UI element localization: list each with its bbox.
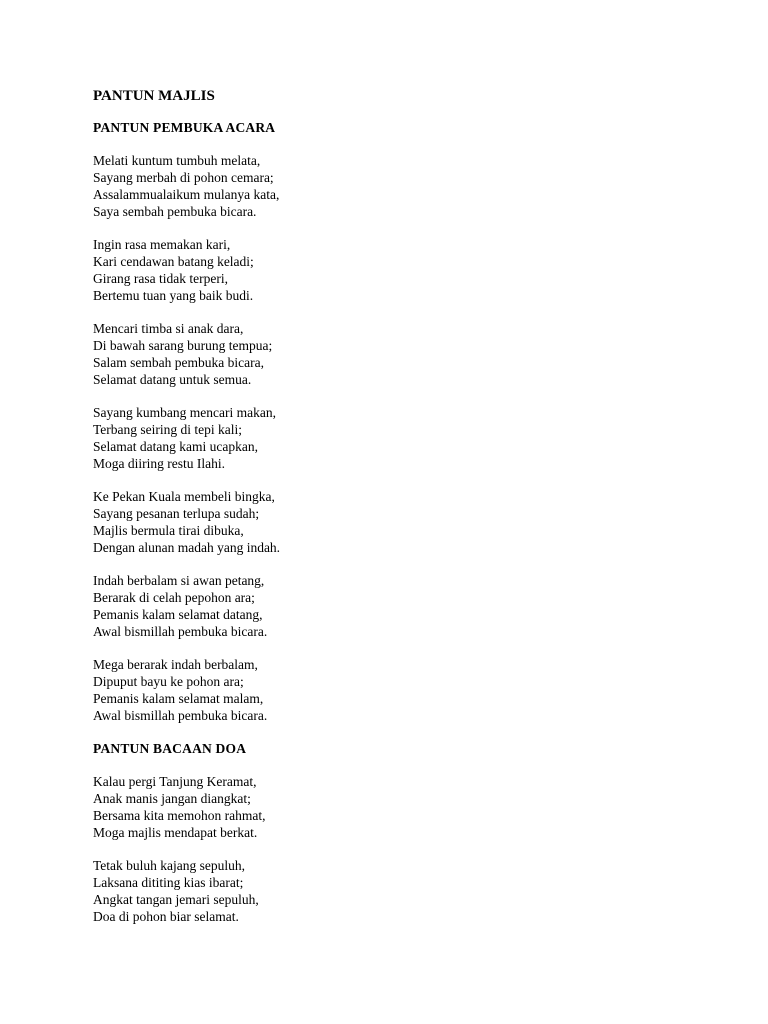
stanza-line: Pemanis kalam selamat datang,: [93, 607, 263, 622]
document-title: PANTUN MAJLIS: [93, 88, 215, 104]
stanza-line: Terbang seiring di tepi kali;: [93, 422, 243, 437]
stanza: [93, 656, 693, 724]
stanza-line: Sayang merbah di pohon cemara;: [93, 170, 274, 185]
stanza-line: Indah berbalam si awan petang,: [93, 573, 265, 588]
stanza-line: Kalau pergi Tanjung Keramat,: [93, 774, 257, 789]
stanza-line: Bersama kita memohon rahmat,: [93, 808, 266, 823]
stanza-line: Pemanis kalam selamat malam,: [93, 691, 264, 706]
stanza-line: Selamat datang untuk semua.: [93, 372, 252, 387]
stanza-line: Tetak buluh kajang sepuluh,: [93, 858, 246, 873]
stanza-line: Majlis bermula tirai dibuka,: [93, 523, 244, 538]
stanza-line: Anak manis jangan diangkat;: [93, 791, 251, 806]
stanza: [93, 236, 693, 304]
stanza-line: Kari cendawan batang keladi;: [93, 254, 254, 269]
stanza-line: Mega berarak indah berbalam,: [93, 657, 258, 672]
stanza-line: Awal bismillah pembuka bicara.: [93, 624, 268, 639]
stanza-line: Di bawah sarang burung tempua;: [93, 338, 273, 353]
stanza-line: Salam sembah pembuka bicara,: [93, 355, 264, 370]
stanza-line: Sayang kumbang mencari makan,: [93, 405, 276, 420]
stanza: [93, 773, 693, 841]
stanza: [93, 320, 693, 388]
section-heading: PANTUN PEMBUKA ACARA: [93, 120, 276, 135]
stanza-line: Laksana dititing kias ibarat;: [93, 875, 244, 890]
stanza-line: Melati kuntum tumbuh melata,: [93, 153, 261, 168]
stanza-line: Selamat datang kami ucapkan,: [93, 439, 258, 454]
stanza: [93, 404, 693, 472]
stanza-line: Mencari timba si anak dara,: [93, 321, 244, 336]
stanza-line: Sayang pesanan terlupa sudah;: [93, 506, 260, 521]
stanza-line: Saya sembah pembuka bicara.: [93, 204, 257, 219]
stanza-line: Dengan alunan madah yang indah.: [93, 540, 281, 555]
stanza-line: Ke Pekan Kuala membeli bingka,: [93, 489, 275, 504]
stanza-line: Girang rasa tidak terperi,: [93, 271, 228, 286]
stanza-line: Moga majlis mendapat berkat.: [93, 825, 258, 840]
stanza-line: Assalammualaikum mulanya kata,: [93, 187, 280, 202]
stanza: [93, 152, 693, 220]
document-page: [93, 86, 693, 925]
section-heading: PANTUN BACAAN DOA: [93, 741, 247, 756]
section-pembuka-acara: [93, 119, 693, 740]
stanza: [93, 572, 693, 640]
stanza: [93, 488, 693, 556]
stanza-line: Awal bismillah pembuka bicara.: [93, 708, 268, 723]
stanza-line: Moga diiring restu Ilahi.: [93, 456, 225, 471]
stanza-line: Dipuput bayu ke pohon ara;: [93, 674, 244, 689]
stanza-line: Doa di pohon biar selamat.: [93, 909, 239, 924]
stanza-line: Berarak di celah pepohon ara;: [93, 590, 255, 605]
stanza-line: Angkat tangan jemari sepuluh,: [93, 892, 259, 907]
stanza: [93, 857, 693, 925]
section-bacaan-doa: [93, 740, 693, 925]
stanza-line: Bertemu tuan yang baik budi.: [93, 288, 254, 303]
stanza-line: Ingin rasa memakan kari,: [93, 237, 231, 252]
